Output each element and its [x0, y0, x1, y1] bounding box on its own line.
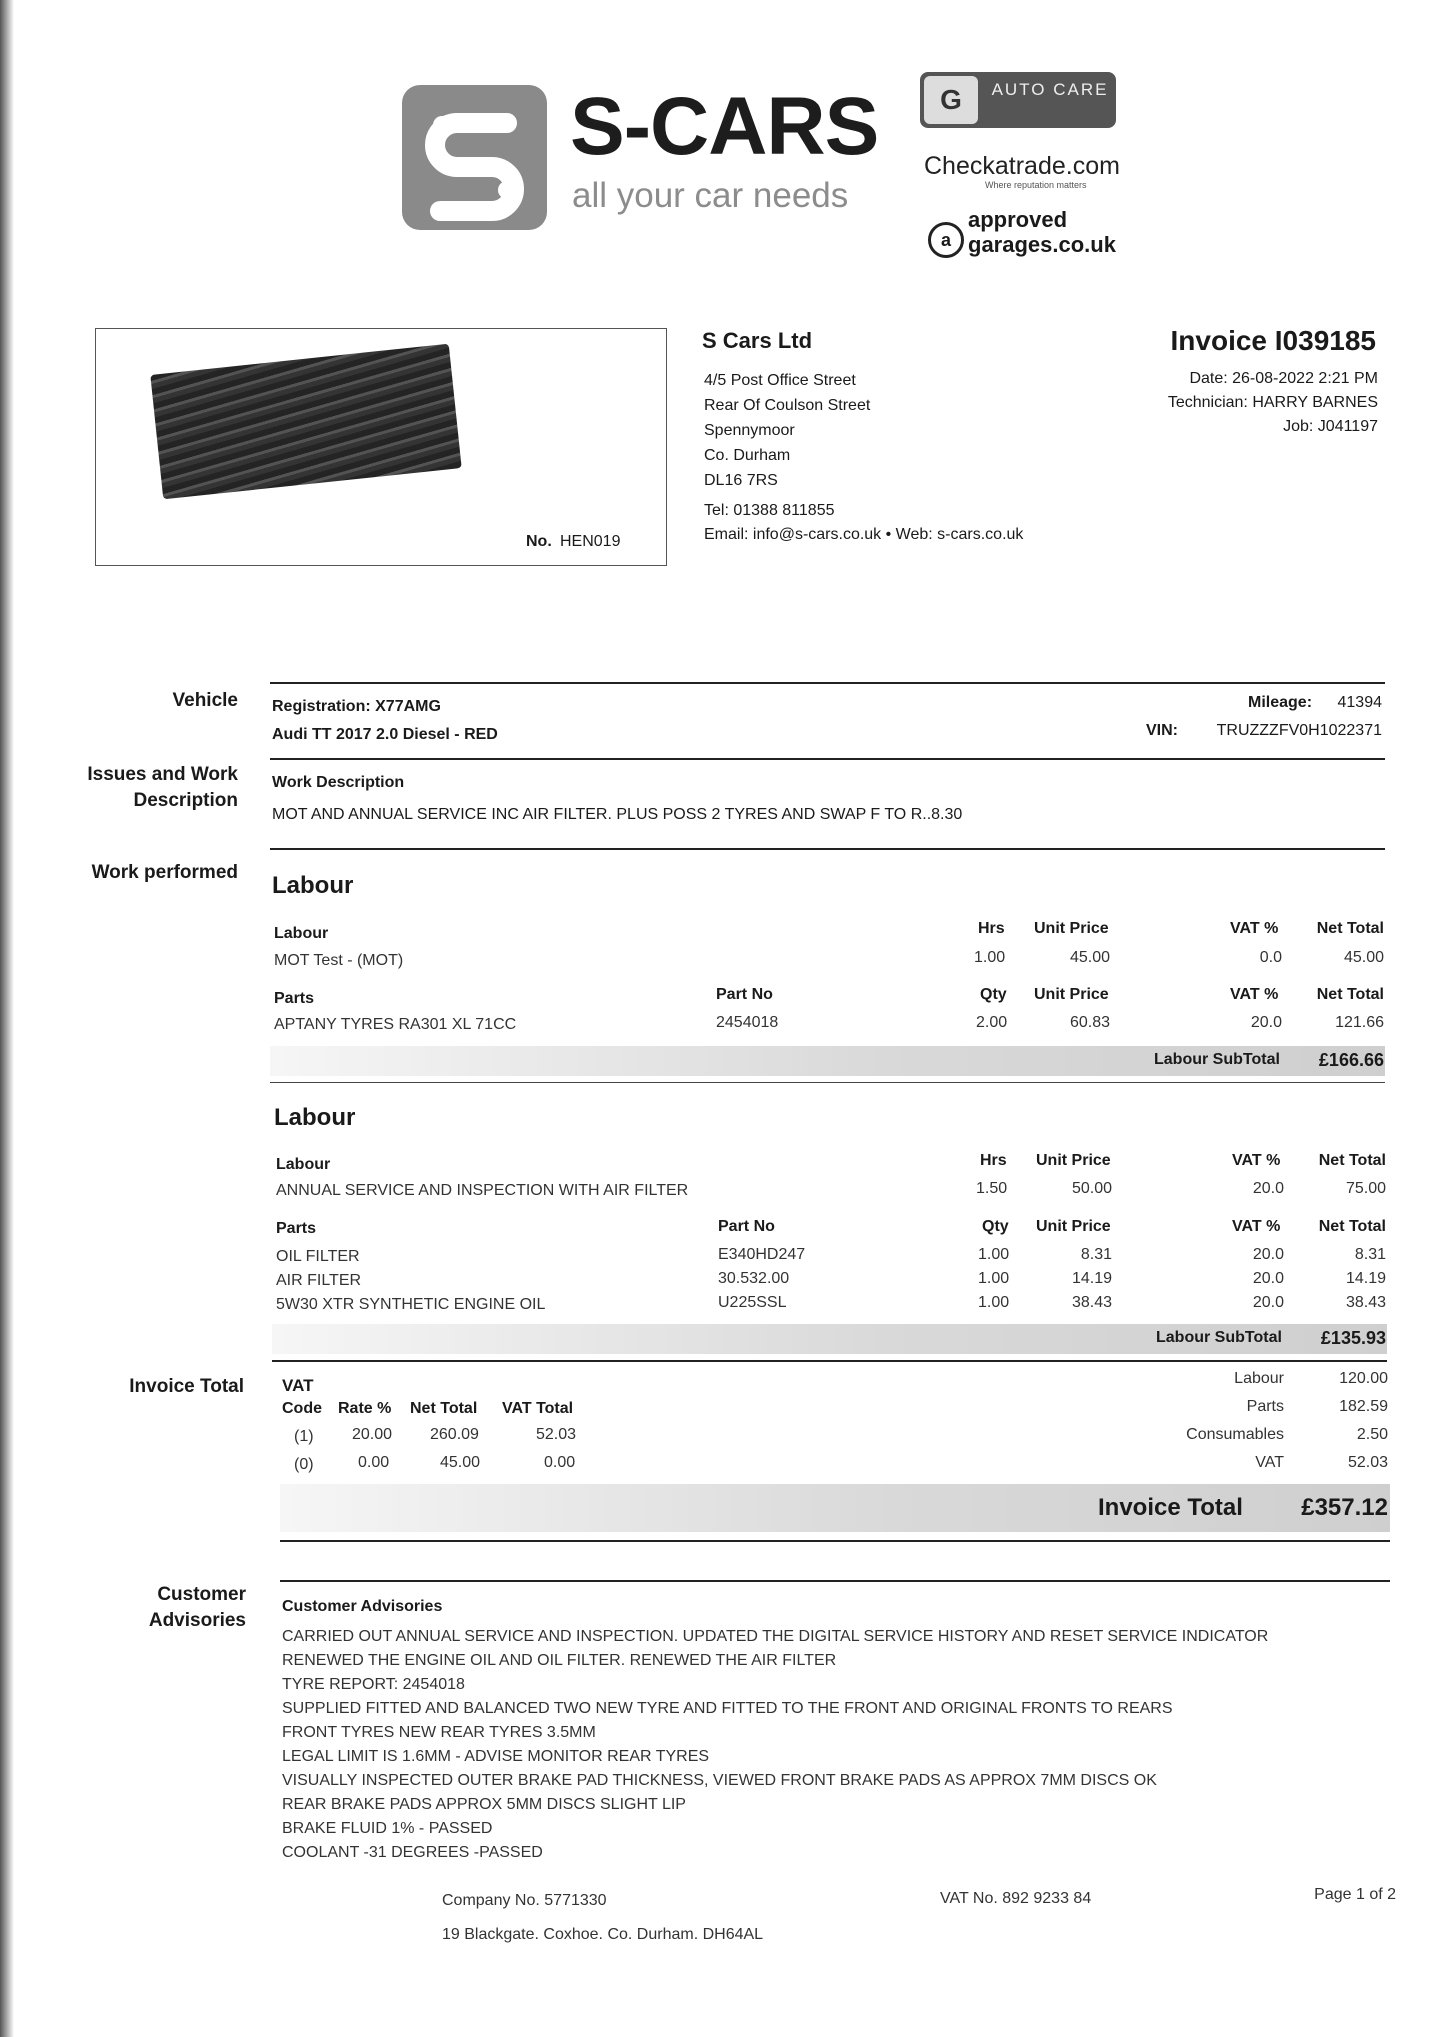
work-bottom-rule: [270, 848, 1385, 850]
vehicle-model: Audi TT 2017 2.0 Diesel - RED: [272, 726, 498, 743]
checkatrade-logo: Checkatrade.com: [924, 152, 1120, 180]
footer-page: Page 1 of 2: [1314, 1886, 1396, 1903]
summary-consumables-value: 2.50: [1356, 1426, 1388, 1443]
autocare-badge: [920, 72, 1116, 128]
approved-text: approved: [968, 207, 1068, 232]
footer-vat-no: VAT No. 892 9233 84: [940, 1890, 1092, 1907]
invoice-total-value: £357.12: [1301, 1494, 1388, 1521]
total-bottom-rule: [280, 1540, 1390, 1542]
block2-part3-no: U225SSL: [718, 1294, 787, 1311]
company-name: S Cars Ltd: [702, 328, 813, 353]
block1-subtotal-label: Labour SubTotal: [1154, 1051, 1280, 1068]
vat-row1-code: (1): [294, 1428, 314, 1445]
block2-part3-desc: 5W30 XTR SYNTHETIC ENGINE OIL: [276, 1296, 546, 1313]
block1-labour-net: 45.00: [1343, 949, 1384, 966]
company-email-web: Email: info@s-cars.co.uk • Web: s-cars.co.uk: [704, 526, 1024, 543]
block2-part2-net: 14.19: [1345, 1270, 1386, 1287]
block1-unit-head: Unit Price: [1034, 920, 1109, 937]
block1-part-qty: 2.00: [976, 1014, 1008, 1031]
block1-pvat-head: VAT %: [1230, 986, 1279, 1003]
block2-labour-hrs: 1.50: [976, 1180, 1008, 1197]
summary-vat-label: VAT: [1255, 1454, 1284, 1471]
block2-part1-vat: 20.0: [1252, 1246, 1284, 1263]
advisories-top-rule: [280, 1580, 1390, 1582]
invoice-total-section-label: Invoice Total: [129, 1376, 244, 1397]
vat-net-head: Net Total: [410, 1400, 478, 1417]
summary-consumables-label: Consumables: [1186, 1426, 1284, 1443]
block1-part-vat: 20.0: [1250, 1014, 1282, 1031]
block2-part1-unit: 8.31: [1080, 1246, 1112, 1263]
block1-partno-head: Part No: [716, 986, 773, 1003]
work-top-rule: [270, 758, 1385, 760]
block2-part1-qty: 1.00: [978, 1246, 1010, 1263]
advisory-line: BRAKE FLUID 1% - PASSED: [282, 1820, 493, 1837]
block2-title: Labour: [274, 1104, 356, 1131]
summary-parts-value: 182.59: [1339, 1398, 1388, 1415]
g-icon: G: [924, 76, 978, 124]
vin-label: VIN:: [1146, 722, 1178, 739]
footer-company-no: Company No. 5771330: [442, 1892, 607, 1909]
block2-part2-no: 30.532.00: [718, 1270, 790, 1287]
autocare-text: AUTO CARE: [991, 80, 1109, 99]
block2-part2-desc: AIR FILTER: [276, 1272, 362, 1289]
company-address-2: Rear Of Coulson Street: [704, 397, 871, 414]
customer-no-label: No.: [526, 533, 552, 550]
summary-labour-label: Labour: [1234, 1370, 1284, 1387]
block1-labour-hrs: 1.00: [974, 949, 1006, 966]
company-address-5: DL16 7RS: [704, 472, 778, 489]
block2-punit-head: Unit Price: [1036, 1218, 1111, 1235]
vat-row2-net: 45.00: [440, 1454, 481, 1471]
block2-part3-unit: 38.43: [1071, 1294, 1112, 1311]
block1-bottom-rule: [270, 1082, 1385, 1083]
block2-partno-head: Part No: [718, 1218, 775, 1235]
block2-part3-net: 38.43: [1345, 1294, 1386, 1311]
vin-value: TRUZZZFV0H1022371: [1216, 722, 1382, 739]
vehicle-section-label: Vehicle: [172, 690, 238, 711]
vat-code-head: Code: [282, 1400, 322, 1417]
block1-parts-head: Parts: [274, 990, 315, 1007]
vehicle-top-rule: [270, 682, 1385, 684]
advisories-heading: Customer Advisories: [282, 1598, 443, 1615]
block1-subtotal-value: £166.66: [1318, 1050, 1384, 1070]
vat-title: VAT: [282, 1376, 314, 1395]
work-text: MOT AND ANNUAL SERVICE INC AIR FILTER. PLUS POSS 2 TYRES AND SWAP F TO R..8.30: [272, 806, 963, 823]
brand-tagline: all your car needs: [572, 176, 849, 215]
summary-labour-value: 120.00: [1339, 1370, 1388, 1387]
block2-part2-vat: 20.0: [1252, 1270, 1284, 1287]
block2-pnet-head: Net Total: [1318, 1218, 1386, 1235]
block2-labour-unit: 50.00: [1071, 1180, 1112, 1197]
summary-parts-label: Parts: [1246, 1398, 1284, 1415]
work-section-label-2: Description: [133, 790, 238, 811]
scan-edge: [0, 0, 14, 2037]
advisories-label-1: Customer: [157, 1584, 246, 1605]
vat-row2-rate: 0.00: [358, 1454, 390, 1471]
vat-row2-vat: 0.00: [544, 1454, 576, 1471]
summary-vat-value: 52.03: [1347, 1454, 1388, 1471]
block2-hrs-head: Hrs: [980, 1152, 1007, 1169]
vehicle-registration: Registration: X77AMG: [272, 698, 441, 715]
block1-labour-unit: 45.00: [1069, 949, 1110, 966]
block2-labour-net: 75.00: [1345, 1180, 1386, 1197]
advisory-line: VISUALLY INSPECTED OUTER BRAKE PAD THICKNESS, VIEWED FRONT BRAKE PADS AS APPROX 7MM DISCS OK: [282, 1772, 1157, 1789]
customer-no-value: HEN019: [560, 533, 621, 550]
work-heading: Work Description: [272, 774, 405, 791]
block1-title: Labour: [272, 872, 354, 899]
block2-subtotal-label: Labour SubTotal: [1156, 1329, 1282, 1346]
invoice-total-label: Invoice Total: [1098, 1494, 1243, 1521]
mileage-value: 41394: [1337, 694, 1382, 711]
advisory-line: CARRIED OUT ANNUAL SERVICE AND INSPECTION. UPDATED THE DIGITAL SERVICE HISTORY AND RESET SERVICE INDICATOR: [282, 1628, 1269, 1645]
block2-unit-head: Unit Price: [1036, 1152, 1111, 1169]
block2-part2-unit: 14.19: [1071, 1270, 1112, 1287]
block1-net-head: Net Total: [1316, 920, 1384, 937]
vat-row1-net: 260.09: [430, 1426, 479, 1443]
block1-part-unit: 60.83: [1069, 1014, 1110, 1031]
s-logo-icon: [402, 85, 547, 230]
block2-qty-head: Qty: [982, 1218, 1009, 1235]
block2-part1-no: E340HD247: [718, 1246, 806, 1263]
block2-labour-desc: ANNUAL SERVICE AND INSPECTION WITH AIR FILTER: [276, 1182, 689, 1199]
brand-name: S-CARS: [570, 81, 879, 172]
block2-part1-desc: OIL FILTER: [276, 1248, 360, 1265]
advisory-line: SUPPLIED FITTED AND BALANCED TWO NEW TYRE AND FITTED TO THE FRONT AND ORIGINAL FRONTS TO REARS: [282, 1700, 1173, 1717]
block1-vat-head: VAT %: [1230, 920, 1279, 937]
s-cars-logo: [402, 85, 547, 230]
approved-domain: garages.co.uk: [968, 232, 1116, 257]
invoice-date: Date: 26-08-2022 2:21 PM: [1189, 370, 1378, 387]
block2-vat-head: VAT %: [1232, 1152, 1281, 1169]
block1-labour-head: Labour: [274, 925, 329, 942]
block1-punit-head: Unit Price: [1034, 986, 1109, 1003]
vat-row2-code: (0): [294, 1456, 314, 1473]
block2-net-head: Net Total: [1318, 1152, 1386, 1169]
checkatrade-sub: Where reputation matters: [985, 180, 1087, 190]
vat-row1-vat: 52.03: [536, 1426, 577, 1443]
invoice-technician: Technician: HARRY BARNES: [1167, 394, 1378, 411]
approved-garages-icon: a: [928, 222, 964, 258]
advisory-line: LEGAL LIMIT IS 1.6MM - ADVISE MONITOR REAR TYRES: [282, 1748, 710, 1765]
customer-address-box: [95, 328, 667, 566]
block1-qty-head: Qty: [980, 986, 1007, 1003]
block2-part3-vat: 20.0: [1252, 1294, 1284, 1311]
advisory-line: RENEWED THE ENGINE OIL AND OIL FILTER. RENEWED THE AIR FILTER: [282, 1652, 837, 1669]
vat-rate-head: Rate %: [338, 1400, 392, 1417]
block2-part1-net: 8.31: [1354, 1246, 1386, 1263]
vat-row1-rate: 20.00: [352, 1426, 393, 1443]
block2-part3-qty: 1.00: [978, 1294, 1010, 1311]
company-tel: Tel: 01388 811855: [704, 502, 835, 519]
company-address-1: 4/5 Post Office Street: [704, 372, 856, 389]
company-address-4: Co. Durham: [704, 447, 791, 464]
block1-pnet-head: Net Total: [1316, 986, 1384, 1003]
block2-parts-head: Parts: [276, 1220, 317, 1237]
vat-total-head: VAT Total: [502, 1400, 574, 1417]
block1-part-no: 2454018: [716, 1014, 779, 1031]
advisories-label-2: Advisories: [148, 1610, 246, 1631]
advisory-line: REAR BRAKE PADS APPROX 5MM DISCS SLIGHT LIP: [282, 1796, 686, 1813]
block1-labour-desc: MOT Test - (MOT): [274, 952, 404, 969]
work-performed-label: Work performed: [91, 862, 238, 883]
block2-labour-vat: 20.0: [1252, 1180, 1284, 1197]
block1-part-net: 121.66: [1335, 1014, 1384, 1031]
block1-part-desc: APTANY TYRES RA301 XL 71CC: [274, 1016, 517, 1033]
block2-pvat-head: VAT %: [1232, 1218, 1281, 1235]
redacted-address: [150, 344, 461, 500]
block2-part2-qty: 1.00: [978, 1270, 1010, 1287]
work-section-label-1: Issues and Work: [87, 764, 238, 785]
footer-address: 19 Blackgate. Coxhoe. Co. Durham. DH64AL: [442, 1926, 764, 1943]
company-address-3: Spennymoor: [704, 422, 795, 439]
invoice-job: Job: J041197: [1283, 418, 1378, 435]
mileage-label: Mileage:: [1248, 694, 1313, 711]
advisory-line: COOLANT -31 DEGREES -PASSED: [282, 1844, 543, 1861]
block2-bottom-rule: [272, 1360, 1387, 1362]
advisory-line: FRONT TYRES NEW REAR TYRES 3.5MM: [282, 1724, 596, 1741]
block1-hrs-head: Hrs: [978, 920, 1005, 937]
block2-subtotal-value: £135.93: [1320, 1328, 1386, 1348]
block1-labour-vat: 0.0: [1259, 949, 1282, 966]
block2-labour-head: Labour: [276, 1156, 331, 1173]
advisory-line: TYRE REPORT: 2454018: [282, 1676, 465, 1693]
invoice-title: Invoice I039185: [1170, 325, 1376, 356]
